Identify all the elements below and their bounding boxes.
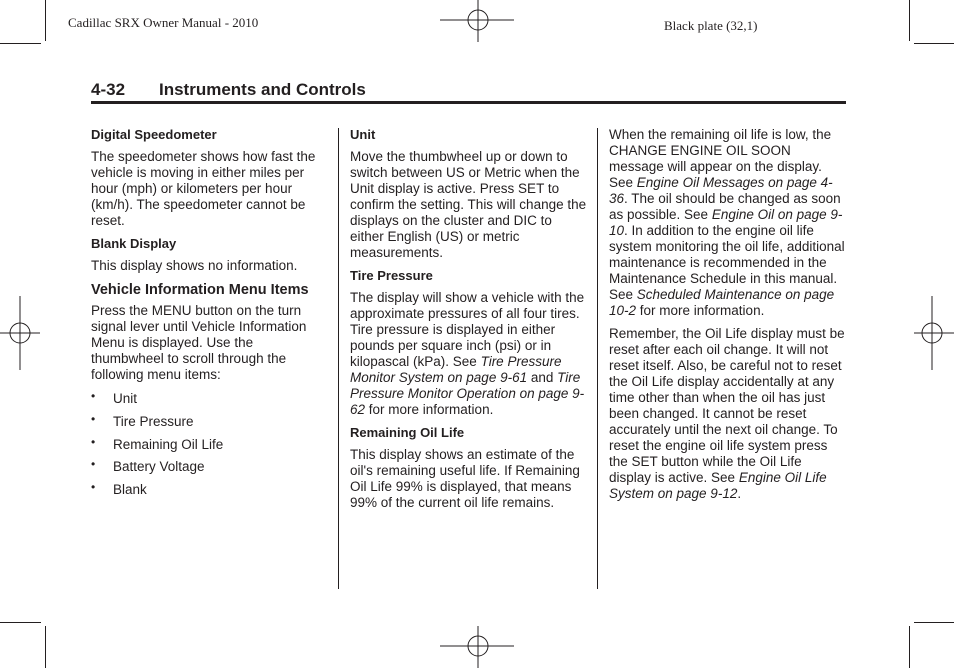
- subheading-unit: Unit: [350, 127, 376, 142]
- paragraph: Remember, the Oil Life display must be reset after each oil change. It will not reset itself. Also, be careful not to reset the Oil Life display accidentally at any time other than when the oil has just been changed. It cannot be reset accurately until the next oil change. To reset the engine oil life system press the SET button while the Oil Life display is active. See Engine Oil Life System on page 9-12.: [609, 326, 845, 501]
- crop-mark: [914, 43, 954, 44]
- manual-title: Cadillac SRX Owner Manual - 2010: [68, 15, 259, 30]
- paragraph: The display will show a vehicle with the approximate pressures of all four tires. Tire pressure is displayed in either pounds per square inch (psi) or in kilopascal (kPa). See Tire Pressure Monitor System on page 9-61 and Tire Pressure Monitor Operation on page 9-62 for more information.: [350, 290, 585, 417]
- bullet-icon: •: [91, 411, 96, 426]
- paragraph: When the remaining oil life is low, the CHANGE ENGINE OIL SOON message will appear on the display. See Engine Oil Messages on page 4-36. The oil should be changed as soon as possible. See Engine Oil on page 9-10. In addition to the engine oil life system monitoring the oil life, additional maintenance is recommended in the Maintenance Schedule in this manual. See Scheduled Maintenance on page 10-2 for more information.: [609, 127, 845, 318]
- column-divider: [338, 128, 339, 589]
- subheading-blank-display: Blank Display: [91, 236, 177, 251]
- cross-reference-link[interactable]: Scheduled Maintenance on page 10-2: [609, 287, 835, 318]
- cross-reference-link[interactable]: Engine Oil on page 9-10: [609, 207, 843, 238]
- subheading-digital-speedometer: Digital Speedometer: [91, 127, 217, 142]
- heading-rule: [91, 101, 846, 104]
- crop-mark: [914, 622, 954, 623]
- column-3: [609, 127, 847, 509]
- registration-crosshair-icon: [438, 0, 518, 44]
- paragraph: The speedometer shows how fast the vehicle is moving in either miles per hour (mph) or kilometers per hour (km/h). The speedometer cannot be reset.: [91, 149, 316, 228]
- registration-crosshair-icon: [0, 296, 42, 370]
- subheading-remaining-oil-life: Remaining Oil Life: [350, 425, 465, 440]
- cross-reference-link[interactable]: Engine Oil Messages on page 4-36: [609, 175, 833, 206]
- list-item: • Battery Voltage: [91, 457, 205, 475]
- section-title: Instruments and Controls: [159, 80, 366, 99]
- registration-crosshair-icon: [438, 626, 518, 668]
- column-divider: [597, 128, 598, 589]
- column-2: [350, 127, 588, 518]
- crop-mark: [909, 0, 910, 41]
- paragraph: This display shows an estimate of the oil's remaining useful life. If Remaining Oil Life 99% is displayed, that means 99% of the current oil life remains.: [350, 447, 580, 510]
- bullet-icon: •: [91, 457, 96, 472]
- crop-mark: [909, 626, 910, 668]
- cross-reference-link[interactable]: Tire Pressure Monitor System on page 9-61: [350, 354, 562, 385]
- bullet-icon: •: [91, 480, 96, 495]
- bullet-icon: •: [91, 389, 96, 403]
- crop-mark: [45, 0, 46, 41]
- column-1: [91, 127, 327, 505]
- crop-mark: [0, 622, 41, 623]
- subheading-vehicle-information-menu-items: Vehicle Information Menu Items: [91, 282, 309, 298]
- paragraph: Move the thumbwheel up or down to switch between US or Metric when the Unit display is active. Press SET to confirm the setting. This will change the displays on the cluster and DIC to either English (US) or metric measurements.: [350, 149, 587, 260]
- subheading-tire-pressure: Tire Pressure: [350, 268, 433, 283]
- page-number: 4-32: [91, 80, 126, 99]
- cross-reference-link[interactable]: Engine Oil Life System on page 9-12: [609, 470, 827, 501]
- bullet-icon: •: [91, 434, 96, 449]
- paragraph: Press the MENU button on the turn signal lever until Vehicle Information Menu is displayed. Use the thumbwheel to scroll through the following menu items:: [91, 303, 307, 382]
- list-item: • Unit: [91, 389, 138, 406]
- paragraph: This display shows no information.: [91, 258, 298, 273]
- crop-mark: [0, 43, 41, 44]
- menu-items-list: [91, 391, 327, 498]
- list-item: • Remaining Oil Life: [91, 434, 224, 452]
- cross-reference-link[interactable]: Tire Pressure Monitor Operation on page 9-62: [350, 370, 585, 417]
- page-heading: [91, 80, 366, 100]
- crop-mark: [45, 626, 46, 668]
- plate-label: Black plate (32,1): [664, 18, 758, 33]
- list-item: • Tire Pressure: [91, 411, 194, 429]
- registration-crosshair-icon: [912, 296, 954, 370]
- list-item: • Blank: [91, 480, 147, 498]
